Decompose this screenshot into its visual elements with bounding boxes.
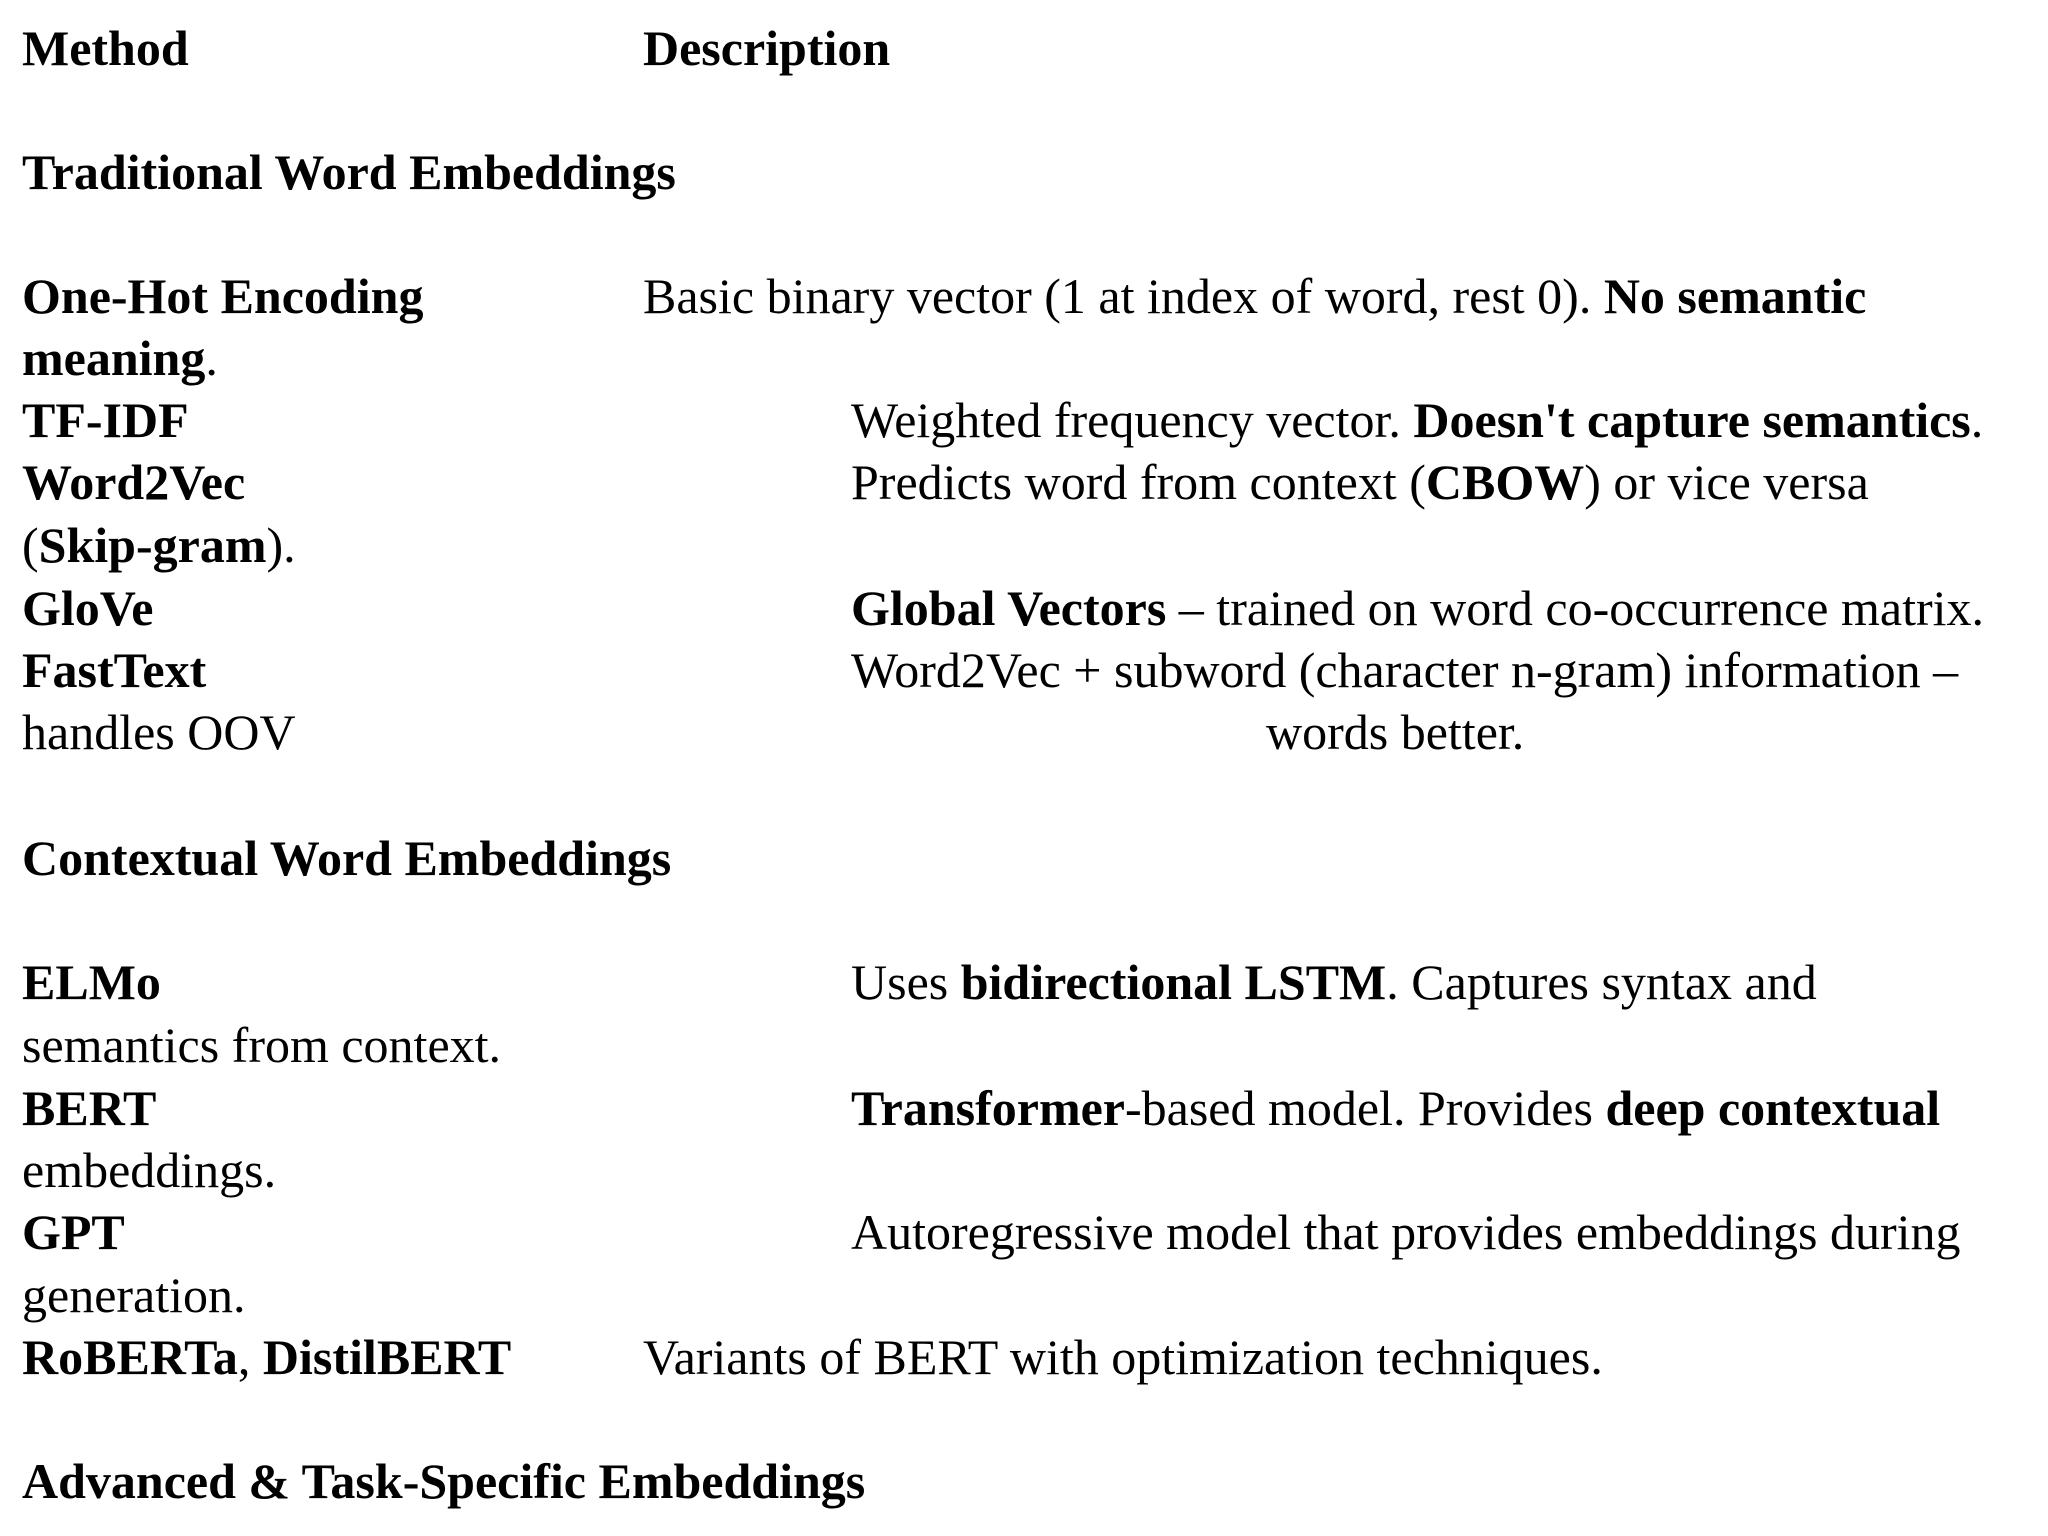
desc-text: ). [266, 517, 296, 573]
desc-text: Weighted frequency vector. [851, 392, 1414, 448]
method-separator: , [237, 1329, 263, 1385]
description-elmo-line2: semantics from context. [22, 1017, 502, 1073]
description-one-hot-line2 [22, 327, 218, 389]
description-bert-line1 [851, 1077, 1940, 1139]
description-tf-idf [851, 389, 1983, 451]
method-column-header: Method [22, 20, 189, 76]
method-name: RoBERTa [22, 1329, 238, 1385]
desc-emphasis: meaning [22, 330, 206, 386]
description-gpt-line2: generation. [22, 1267, 246, 1323]
section-heading-advanced: Advanced & Task-Specific Embeddings [22, 1453, 866, 1509]
section-heading-traditional: Traditional Word Embeddings [22, 144, 676, 200]
desc-emphasis: bidirectional LSTM [960, 954, 1387, 1010]
description-elmo-line1 [851, 951, 1817, 1013]
desc-emphasis: No semantic [1603, 268, 1867, 324]
method-fasttext: FastText [22, 642, 207, 698]
desc-emphasis: Skip-gram [38, 517, 267, 573]
section-heading-contextual: Contextual Word Embeddings [22, 830, 672, 886]
desc-text: -based model. Provides [1124, 1080, 1606, 1136]
desc-emphasis: CBOW [1425, 454, 1585, 510]
desc-emphasis: Transformer [851, 1080, 1125, 1136]
description-glove [851, 577, 1984, 639]
desc-text: ) or vice versa [1584, 454, 1869, 510]
desc-text: Basic binary vector (1 at index of word, rest 0). [643, 268, 1604, 324]
method-roberta-distilbert [22, 1326, 511, 1388]
description-bert-line2: embeddings. [22, 1142, 277, 1198]
desc-text: . Captures syntax and [1386, 954, 1817, 1010]
description-fasttext-line1: Word2Vec + subword (character n-gram) information – [851, 642, 1959, 698]
method-bert: BERT [22, 1080, 157, 1136]
desc-text: . [1970, 392, 1984, 448]
description-fasttext-line2a: handles OOV [22, 704, 296, 760]
desc-text: Predicts word from context ( [851, 454, 1426, 510]
desc-emphasis: deep contextual [1605, 1080, 1941, 1136]
description-one-hot-line1 [643, 265, 1866, 327]
description-column-header: Description [643, 20, 891, 76]
description-word2vec-line1 [851, 451, 1869, 513]
desc-emphasis: Global Vectors [851, 580, 1167, 636]
method-word2vec: Word2Vec [22, 454, 246, 510]
method-elmo: ELMo [22, 954, 161, 1010]
description-gpt-line1: Autoregressive model that provides embeddings during [851, 1204, 1961, 1260]
desc-text: Uses [851, 954, 961, 1010]
method-one-hot-encoding: One-Hot Encoding [22, 268, 424, 324]
desc-text: . [205, 330, 218, 386]
description-roberta-distilbert: Variants of BERT with optimization techniques. [643, 1329, 1603, 1385]
method-tf-idf: TF-IDF [22, 392, 189, 448]
desc-text: – trained on word co-occurrence matrix. [1166, 580, 1984, 636]
desc-text: ( [22, 517, 39, 573]
method-name: DistilBERT [262, 1329, 512, 1385]
desc-emphasis: Doesn't capture semantics [1413, 392, 1971, 448]
method-glove: GloVe [22, 580, 154, 636]
method-gpt: GPT [22, 1204, 125, 1260]
description-fasttext-line2b: words better. [1266, 704, 1525, 760]
description-word2vec-line2 [22, 514, 296, 576]
